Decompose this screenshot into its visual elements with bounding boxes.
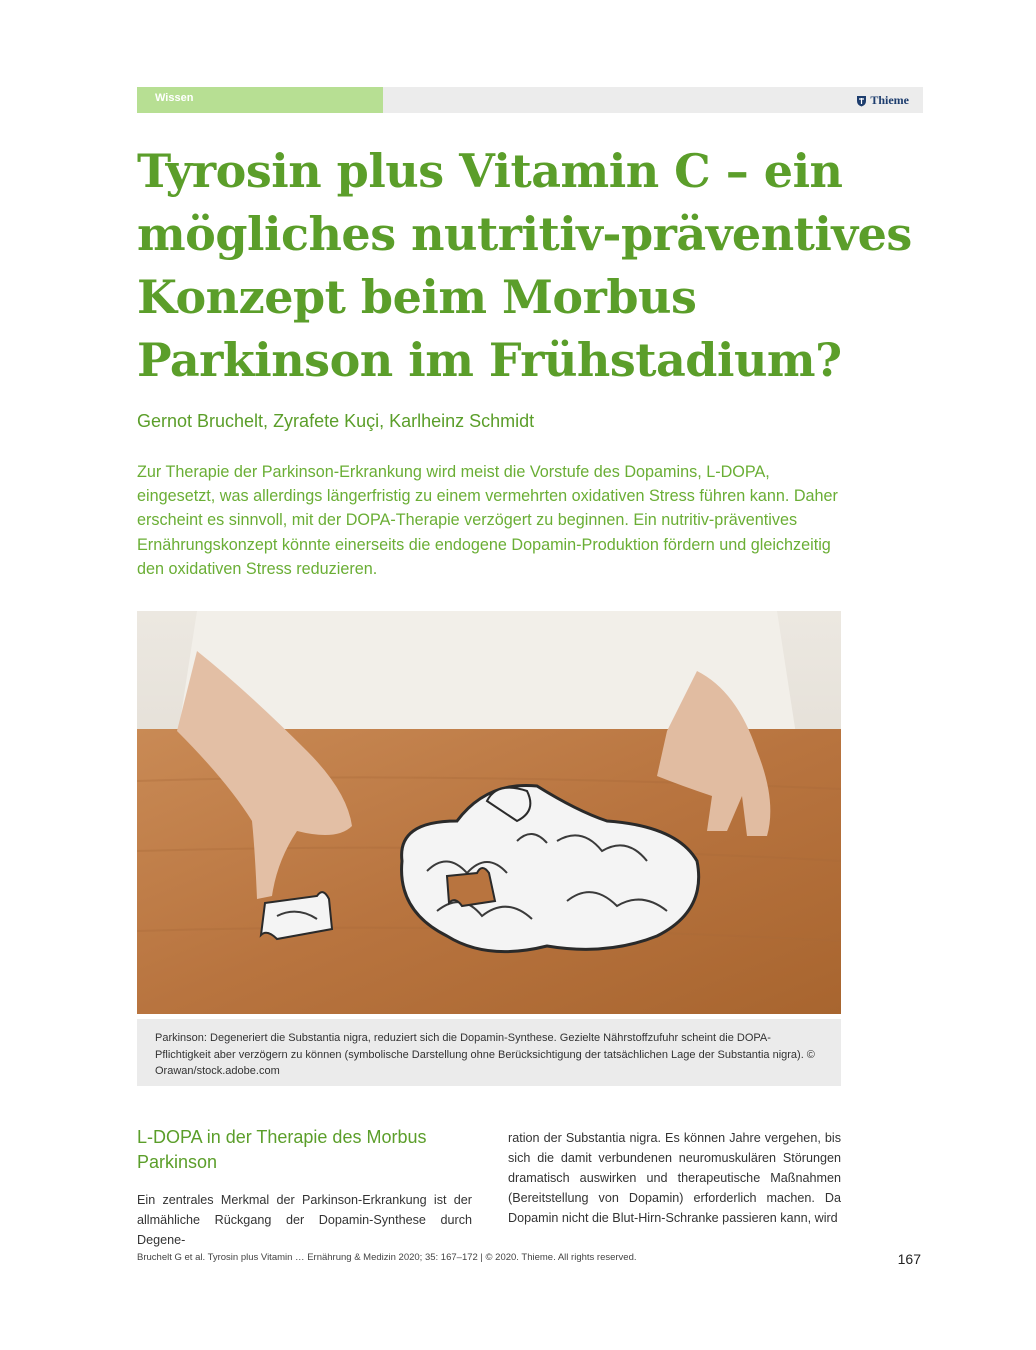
section-label: Wissen xyxy=(155,92,194,104)
body-column-left xyxy=(137,1125,472,1250)
article-photo xyxy=(137,611,841,1014)
section-tag xyxy=(137,87,383,113)
publisher-name: Thieme xyxy=(870,93,909,107)
article-abstract: Zur Therapie der Parkinson-Erkrankung wird meist die Vorstufe des Dopamins, L-DOPA, eingesetzt, was allerdings längerfristig zu einem vermehrten oxidativen Stress führen kann. Daher erscheint es sinnvoll, mit der DOPA-Therapie verzögert zu beginnen. Ein nutritiv-präventives Ernährungskonzept könnte einerseits die endogene Dopamin-Produktion fördern und gleichzeitig den oxidativen Stress reduzieren. xyxy=(137,463,838,578)
header-bar xyxy=(137,87,923,113)
page-number: 167 xyxy=(897,1251,921,1267)
footer-citation: Bruchelt G et al. Tyrosin plus Vitamin … Ernährung & Medizin 2020; 35: 167–172 | © 2020. Thieme. All rights reserved. xyxy=(137,1252,637,1263)
article-authors: Gernot Bruchelt, Zyrafete Kuçi, Karlheinz Schmidt xyxy=(137,411,535,431)
body-paragraph-left: Ein zentrales Merkmal der Parkinson-Erkrankung ist der allmähliche Rückgang der Dopamin-Synthese durch Degene- xyxy=(137,1193,472,1247)
figure-caption: Parkinson: Degeneriert die Substantia nigra, reduziert sich die Dopamin-Synthese. Gezielte Nährstoffzufuhr scheint die DOPA-Pflichtigkeit aber verzögern zu können (symbolische Darstellung ohne Berücksichtigung der tatsächlichen Lage der Substantia nigra). © Orawan/stock.adobe.com xyxy=(137,1019,841,1086)
thieme-crest-icon xyxy=(856,95,867,107)
section-heading: L-DOPA in der Therapie des Morbus Parkinson xyxy=(137,1127,427,1172)
article-title: Tyrosin plus Vitamin C – ein mögliches nutritiv-präventives Konzept beim Morbus Parkinson im Frühstadium? xyxy=(137,144,912,387)
body-paragraph-right: ration der Substantia nigra. Es können Jahre vergehen, bis sich die damit verbundenen neuromuskulären Störungen dramatisch auswirken und therapeutische Maßnahmen (Bereitstellung von Dopamin) erforderlich machen. Da Dopamin nicht die Blut-Hirn-Schranke passieren kann, wird xyxy=(508,1131,841,1225)
publisher-logo xyxy=(856,93,909,108)
